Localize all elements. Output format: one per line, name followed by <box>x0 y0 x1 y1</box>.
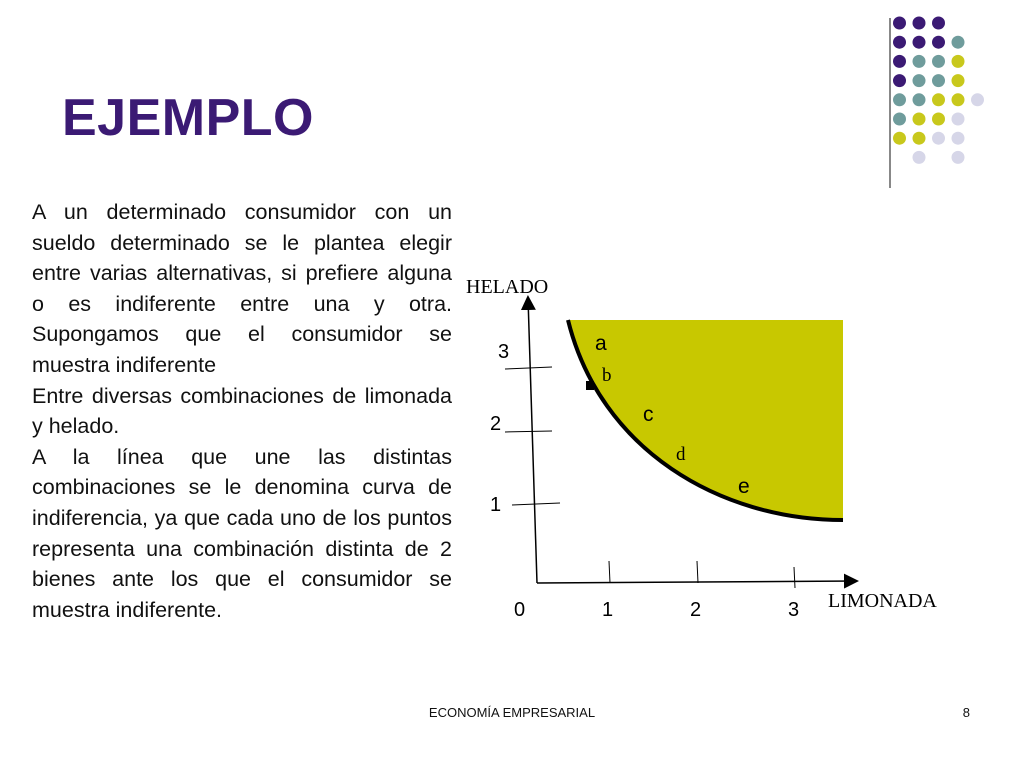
x-axis-label: LIMONADA <box>828 590 937 612</box>
x-tick-3 <box>794 567 795 588</box>
y-axis-label: HELADO <box>466 276 549 298</box>
paragraph-2: Entre diversas combinaciones de limonada y helado. <box>32 383 452 439</box>
point-label-b: b <box>602 365 612 386</box>
slide-title: EJEMPLO <box>62 89 314 147</box>
point-label-c: c <box>643 403 654 426</box>
origin-label: 0 <box>514 599 526 621</box>
x-tick-label-3: 3 <box>788 599 800 621</box>
x-tick-label-1: 1 <box>602 599 614 621</box>
paragraph-3: A la línea que une las distintas combinaciones se le denomina curva de indiferencia, ya que cada uno de los puntos representa una combinación distinta de 2 bienes ante los que el consumidor se muestra indiferente. <box>32 444 452 622</box>
y-tick-1 <box>512 503 560 505</box>
y-tick-2 <box>505 431 552 432</box>
point-label-e: e <box>738 475 750 498</box>
y-tick-label-2: 2 <box>490 413 502 435</box>
footer-course: ECONOMÍA EMPRESARIAL <box>428 705 596 720</box>
point-label-a: a <box>595 332 607 355</box>
y-tick-label-1: 1 <box>490 494 502 516</box>
x-tick-2 <box>697 561 698 583</box>
paragraph-1: A un determinado consumidor con un sueldo determinado se le plantea elegir entre varias alternativas, si prefiere alguna o es indiferente entre una y otra. Supongamos que el consumidor se muestra indiferente <box>32 200 452 377</box>
point-label-d: d <box>676 444 686 465</box>
point-b-marker <box>586 381 594 390</box>
x-tick-1 <box>609 561 610 583</box>
footer-page-number: 8 <box>962 705 970 720</box>
y-tick-label-3: 3 <box>498 341 510 363</box>
y-tick-3 <box>505 367 552 369</box>
x-axis <box>537 581 856 583</box>
y-axis <box>528 298 537 583</box>
x-tick-label-2: 2 <box>690 599 702 621</box>
